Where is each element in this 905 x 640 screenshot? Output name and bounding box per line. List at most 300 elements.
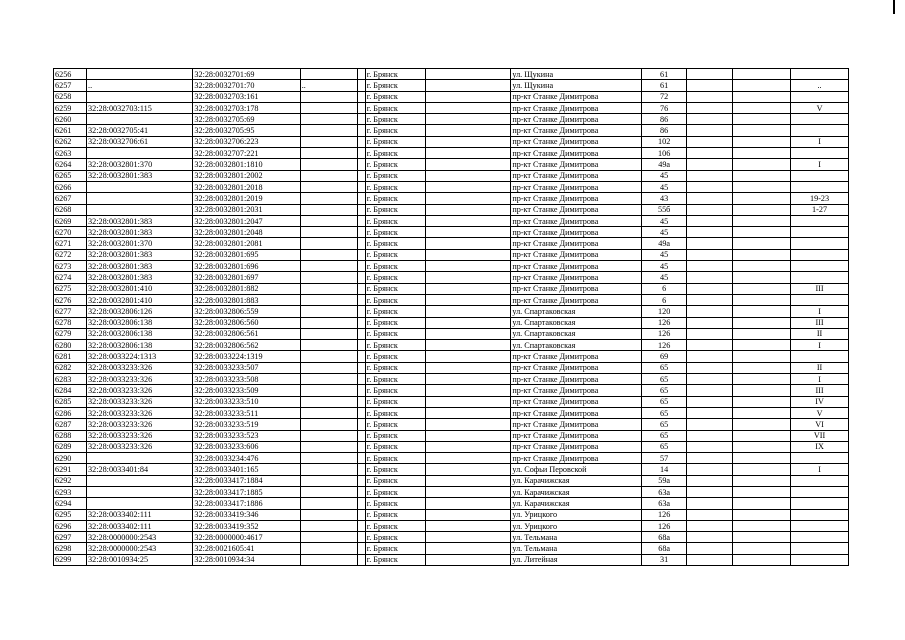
empty-cell [425,238,511,249]
premises-number-cell [791,520,849,531]
extra-cell [300,351,357,362]
house-number-cell: 102 [642,136,686,147]
city-cell: г. Брянск [365,351,425,362]
row-number-cell: 6298 [54,543,87,554]
empty-cell [733,532,791,543]
premises-number-cell [791,498,849,509]
house-number-cell: 126 [642,520,686,531]
table-row [54,509,849,520]
empty-cell [733,486,791,497]
extra-cell [300,227,357,238]
house-number-cell: 68а [642,532,686,543]
city-cell: г. Брянск [365,215,425,226]
empty-cell [357,272,365,283]
cadastral-number-cell: 32:28:0032801:882 [193,283,300,294]
empty-cell [425,102,511,113]
table-row [54,69,849,80]
empty-cell [686,419,732,430]
cadastral-number-cell: 32:28:0032801:883 [193,294,300,305]
parent-cadastral-number-cell: 32:28:0032806:138 [87,340,193,351]
street-cell: пр-кт Станке Димитрова [511,193,642,204]
empty-cell [686,114,732,125]
empty-cell [357,204,365,215]
city-cell: г. Брянск [365,317,425,328]
house-number-cell: 65 [642,430,686,441]
cadastral-number-cell: 32:28:0032801:696 [193,261,300,272]
street-cell: ул. Литейная [511,554,642,565]
table-row [54,238,849,249]
extra-cell: .. [300,80,357,91]
row-number-cell: 6280 [54,340,87,351]
cadastral-number-cell: 32:28:0032806:559 [193,306,300,317]
row-number-cell: 6287 [54,419,87,430]
table-row [54,272,849,283]
empty-cell [357,69,365,80]
parent-cadastral-number-cell: 32:28:0032801:383 [87,227,193,238]
premises-number-cell: 1-27 [791,204,849,215]
extra-cell [300,419,357,430]
empty-cell [357,136,365,147]
street-cell: ул. Спартаковская [511,317,642,328]
parent-cadastral-number-cell [87,193,193,204]
empty-cell [425,272,511,283]
empty-cell [425,249,511,260]
street-cell: ул. Спартаковская [511,328,642,339]
empty-cell [733,385,791,396]
street-cell: пр-кт Станке Димитрова [511,362,642,373]
house-number-cell: 49а [642,159,686,170]
extra-cell [300,486,357,497]
cadastral-number-cell: 32:28:0032801:2031 [193,204,300,215]
extra-cell [300,453,357,464]
empty-cell [733,283,791,294]
table-row [54,170,849,181]
empty-cell [425,543,511,554]
empty-cell [733,543,791,554]
extra-cell [300,114,357,125]
empty-cell [686,148,732,159]
cadastral-number-cell: 32:28:0032801:2019 [193,193,300,204]
extra-cell [300,543,357,554]
house-number-cell: 31 [642,554,686,565]
empty-cell [357,238,365,249]
city-cell: г. Брянск [365,532,425,543]
extra-cell [300,441,357,452]
premises-number-cell [791,509,849,520]
row-number-cell: 6285 [54,396,87,407]
premises-number-cell [791,351,849,362]
house-number-cell: 65 [642,396,686,407]
cadastral-number-cell: 32:28:0033233:519 [193,419,300,430]
table-row [54,227,849,238]
city-cell: г. Брянск [365,543,425,554]
premises-number-cell [791,125,849,136]
extra-cell [300,193,357,204]
empty-cell [686,159,732,170]
row-number-cell: 6282 [54,362,87,373]
empty-cell [733,509,791,520]
empty-cell [357,249,365,260]
parent-cadastral-number-cell: 32:28:0033233:326 [87,441,193,452]
street-cell: пр-кт Станке Димитрова [511,125,642,136]
table-row [54,125,849,136]
city-cell: г. Брянск [365,238,425,249]
table-row [54,91,849,102]
empty-cell [686,249,732,260]
registry-table-body [54,69,849,566]
house-number-cell: 65 [642,407,686,418]
empty-cell [425,554,511,565]
row-number-cell: 6276 [54,294,87,305]
empty-cell [425,475,511,486]
house-number-cell: 57 [642,453,686,464]
empty-cell [357,475,365,486]
house-number-cell: 68а [642,543,686,554]
house-number-cell: 55б [642,204,686,215]
city-cell: г. Брянск [365,261,425,272]
parent-cadastral-number-cell: 32:28:0032801:383 [87,170,193,181]
empty-cell [425,261,511,272]
empty-cell [733,91,791,102]
street-cell: пр-кт Станке Димитрова [511,453,642,464]
empty-cell [425,227,511,238]
row-number-cell: 6293 [54,486,87,497]
house-number-cell: 120 [642,306,686,317]
premises-number-cell [791,475,849,486]
cadastral-number-cell: 32:28:0033419:346 [193,509,300,520]
extra-cell [300,238,357,249]
row-number-cell: 6271 [54,238,87,249]
premises-number-cell [791,238,849,249]
empty-cell [686,374,732,385]
empty-cell [733,306,791,317]
premises-number-cell: I [791,340,849,351]
empty-cell [357,430,365,441]
extra-cell [300,148,357,159]
street-cell: ул. Спартаковская [511,340,642,351]
table-row [54,543,849,554]
premises-number-cell [791,249,849,260]
empty-cell [686,215,732,226]
premises-number-cell: VI [791,419,849,430]
extra-cell [300,317,357,328]
extra-cell [300,181,357,192]
city-cell: г. Брянск [365,102,425,113]
extra-cell [300,170,357,181]
cadastral-number-cell: 32:28:0032801:2081 [193,238,300,249]
house-number-cell: 61 [642,80,686,91]
empty-cell [357,351,365,362]
premises-number-cell [791,69,849,80]
empty-cell [425,464,511,475]
empty-cell [686,340,732,351]
empty-cell [357,464,365,475]
street-cell: пр-кт Станке Димитрова [511,204,642,215]
row-number-cell: 6259 [54,102,87,113]
premises-number-cell: II [791,328,849,339]
empty-cell [357,170,365,181]
city-cell: г. Брянск [365,80,425,91]
table-row [54,148,849,159]
street-cell: пр-кт Станке Димитрова [511,430,642,441]
city-cell: г. Брянск [365,294,425,305]
empty-cell [425,69,511,80]
table-row [54,283,849,294]
empty-cell [733,340,791,351]
city-cell: г. Брянск [365,453,425,464]
cadastral-number-cell: 32:28:0032705:69 [193,114,300,125]
empty-cell [357,91,365,102]
cadastral-number-cell: 32:28:0032801:695 [193,249,300,260]
cadastral-number-cell: 32:28:0032806:561 [193,328,300,339]
empty-cell [357,193,365,204]
empty-cell [357,159,365,170]
table-row [54,441,849,452]
empty-cell [425,362,511,373]
house-number-cell: 59а [642,475,686,486]
house-number-cell: 61 [642,69,686,80]
premises-number-cell [791,181,849,192]
parent-cadastral-number-cell: 32:28:0033233:326 [87,396,193,407]
premises-number-cell: I [791,136,849,147]
empty-cell [686,204,732,215]
extra-cell [300,464,357,475]
parent-cadastral-number-cell [87,486,193,497]
extra-cell [300,475,357,486]
row-number-cell: 6267 [54,193,87,204]
extra-cell [300,102,357,113]
empty-cell [733,136,791,147]
premises-number-cell [791,170,849,181]
empty-cell [357,261,365,272]
table-row [54,159,849,170]
row-number-cell: 6299 [54,554,87,565]
empty-cell [733,215,791,226]
premises-number-cell [791,261,849,272]
premises-number-cell: 19-23 [791,193,849,204]
table-row [54,498,849,509]
extra-cell [300,396,357,407]
parent-cadastral-number-cell: 32:28:0032801:383 [87,249,193,260]
row-number-cell: 6297 [54,532,87,543]
empty-cell [425,407,511,418]
street-cell: пр-кт Станке Димитрова [511,114,642,125]
row-number-cell: 6266 [54,181,87,192]
city-cell: г. Брянск [365,328,425,339]
extra-cell [300,554,357,565]
premises-number-cell [791,554,849,565]
empty-cell [686,317,732,328]
row-number-cell: 6290 [54,453,87,464]
page-edge-mark [893,0,895,14]
house-number-cell: 69 [642,351,686,362]
extra-cell [300,385,357,396]
empty-cell [686,453,732,464]
city-cell: г. Брянск [365,430,425,441]
row-number-cell: 6257 [54,80,87,91]
city-cell: г. Брянск [365,407,425,418]
extra-cell [300,283,357,294]
parent-cadastral-number-cell: 32:28:0032801:383 [87,215,193,226]
empty-cell [357,114,365,125]
parent-cadastral-number-cell: 32:28:0032706:61 [87,136,193,147]
row-number-cell: 6274 [54,272,87,283]
empty-cell [357,453,365,464]
row-number-cell: 6264 [54,159,87,170]
parent-cadastral-number-cell: 32:28:0032806:138 [87,328,193,339]
parent-cadastral-number-cell: 32:28:0033233:326 [87,419,193,430]
house-number-cell: 86 [642,125,686,136]
extra-cell [300,91,357,102]
parent-cadastral-number-cell: 32:28:0033402:111 [87,520,193,531]
premises-number-cell [791,532,849,543]
premises-number-cell: III [791,385,849,396]
premises-number-cell [791,215,849,226]
premises-number-cell: I [791,306,849,317]
empty-cell [425,91,511,102]
city-cell: г. Брянск [365,396,425,407]
empty-cell [733,261,791,272]
row-number-cell: 6295 [54,509,87,520]
empty-cell [357,554,365,565]
row-number-cell: 6292 [54,475,87,486]
empty-cell [733,396,791,407]
cadastral-number-cell: 32:28:0033233:511 [193,407,300,418]
premises-number-cell: III [791,283,849,294]
parent-cadastral-number-cell: 32:28:0033224:1313 [87,351,193,362]
empty-cell [425,306,511,317]
parent-cadastral-number-cell [87,91,193,102]
parent-cadastral-number-cell: 32:28:0033401:84 [87,464,193,475]
empty-cell [686,306,732,317]
cadastral-number-cell: 32:28:0033233:507 [193,362,300,373]
empty-cell [425,283,511,294]
premises-number-cell: .. [791,80,849,91]
extra-cell [300,498,357,509]
premises-number-cell [791,91,849,102]
city-cell: г. Брянск [365,486,425,497]
extra-cell [300,294,357,305]
empty-cell [733,441,791,452]
house-number-cell: 45 [642,261,686,272]
house-number-cell: 126 [642,509,686,520]
house-number-cell: 45 [642,181,686,192]
street-cell: пр-кт Станке Димитрова [511,441,642,452]
street-cell: ул. Спартаковская [511,306,642,317]
empty-cell [686,475,732,486]
premises-number-cell: II [791,362,849,373]
parent-cadastral-number-cell: 32:28:0033233:326 [87,407,193,418]
city-cell: г. Брянск [365,193,425,204]
parent-cadastral-number-cell [87,498,193,509]
street-cell: ул. Урицкого [511,520,642,531]
cadastral-number-cell: 32:28:0032806:562 [193,340,300,351]
city-cell: г. Брянск [365,385,425,396]
empty-cell [357,148,365,159]
extra-cell [300,69,357,80]
empty-cell [425,486,511,497]
row-number-cell: 6296 [54,520,87,531]
premises-number-cell [791,453,849,464]
cadastral-number-cell: 32:28:0033233:523 [193,430,300,441]
premises-number-cell [791,543,849,554]
house-number-cell: 63а [642,498,686,509]
row-number-cell: 6256 [54,69,87,80]
cadastral-number-cell: 32:28:0000000:4617 [193,532,300,543]
city-cell: г. Брянск [365,419,425,430]
extra-cell [300,328,357,339]
cadastral-number-cell: 32:28:0033233:510 [193,396,300,407]
premises-number-cell [791,227,849,238]
empty-cell [733,80,791,91]
house-number-cell: 43 [642,193,686,204]
street-cell: пр-кт Станке Димитрова [511,249,642,260]
empty-cell [425,430,511,441]
parent-cadastral-number-cell: 32:28:0032801:410 [87,283,193,294]
empty-cell [425,80,511,91]
parent-cadastral-number-cell [87,148,193,159]
table-row [54,249,849,260]
extra-cell [300,520,357,531]
empty-cell [357,419,365,430]
table-row [54,475,849,486]
empty-cell [733,170,791,181]
parent-cadastral-number-cell [87,69,193,80]
cadastral-number-cell: 32:28:0032701:69 [193,69,300,80]
city-cell: г. Брянск [365,475,425,486]
city-cell: г. Брянск [365,159,425,170]
empty-cell [733,520,791,531]
house-number-cell: 76 [642,102,686,113]
extra-cell [300,272,357,283]
empty-cell [686,385,732,396]
empty-cell [686,170,732,181]
empty-cell [357,125,365,136]
empty-cell [686,91,732,102]
empty-cell [686,102,732,113]
house-number-cell: 65 [642,362,686,373]
extra-cell [300,362,357,373]
street-cell: пр-кт Станке Димитрова [511,374,642,385]
extra-cell [300,407,357,418]
street-cell: ул. Урицкого [511,509,642,520]
city-cell: г. Брянск [365,204,425,215]
empty-cell [733,272,791,283]
parent-cadastral-number-cell [87,181,193,192]
empty-cell [686,430,732,441]
parent-cadastral-number-cell: 32:28:0032806:138 [87,317,193,328]
city-cell: г. Брянск [365,181,425,192]
empty-cell [733,69,791,80]
extra-cell [300,261,357,272]
extra-cell [300,125,357,136]
empty-cell [733,464,791,475]
empty-cell [733,317,791,328]
empty-cell [686,441,732,452]
premises-number-cell: V [791,407,849,418]
street-cell: пр-кт Станке Димитрова [511,272,642,283]
parent-cadastral-number-cell: 32:28:0000000:2543 [87,543,193,554]
parent-cadastral-number-cell: 32:28:0033233:326 [87,430,193,441]
cadastral-number-cell: 32:28:0033417:1885 [193,486,300,497]
empty-cell [686,532,732,543]
street-cell: ул. Карачижская [511,475,642,486]
empty-cell [425,193,511,204]
empty-cell [425,509,511,520]
empty-cell [425,419,511,430]
premises-number-cell [791,486,849,497]
house-number-cell: 45 [642,227,686,238]
